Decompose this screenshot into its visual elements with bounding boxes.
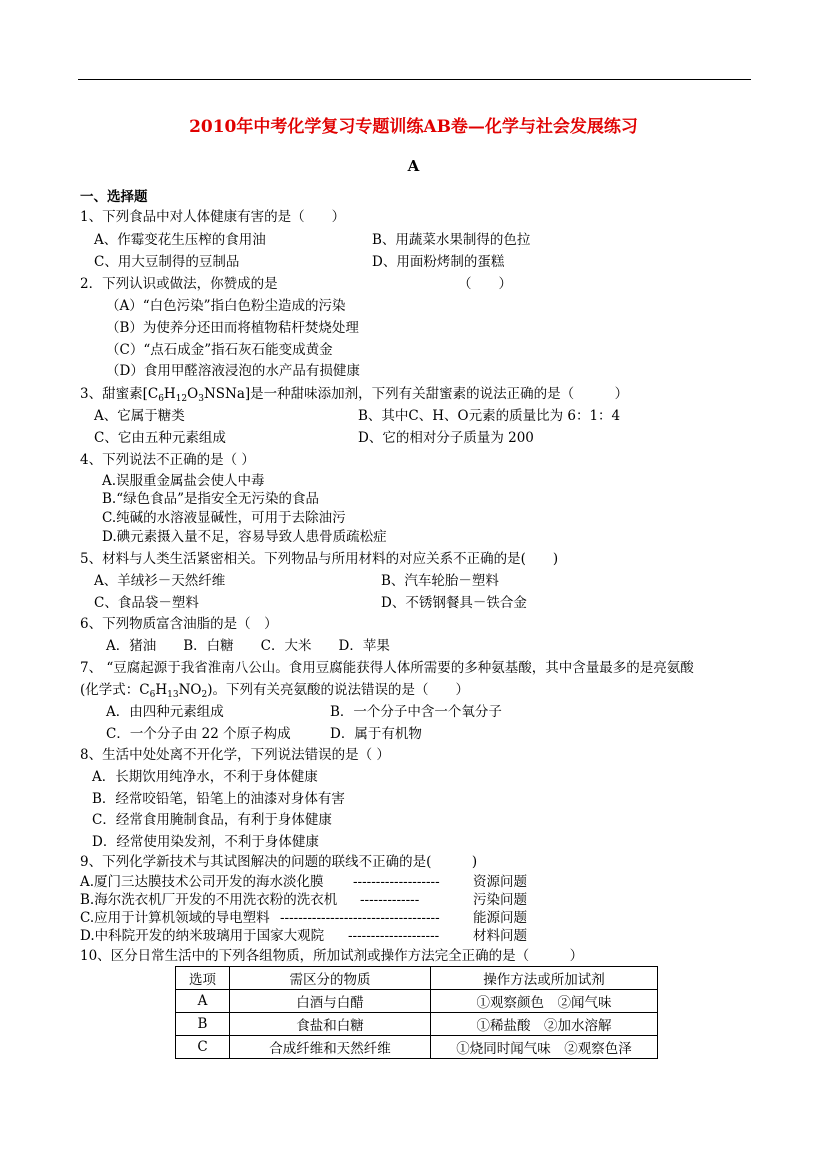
q7-sub-2: 2 xyxy=(201,690,208,700)
table-cell: 合成纤维和天然纤维 xyxy=(230,1036,431,1059)
q9-dash-b: ------------- xyxy=(360,892,420,908)
line-q5: 5、材料与人类生活紧密相关。下列物品与所用材料的对应关系不正确的是( ) xyxy=(80,551,559,567)
line-q1a: A、作霉变花生压榨的食用油 xyxy=(94,232,266,248)
line-q8: 8、生活中处处离不开化学，下列说法错误的是（ ） xyxy=(80,747,390,763)
line-q4c: C.纯碱的水溶液显碱性，可用于去除油污 xyxy=(102,510,346,526)
question-3 xyxy=(80,385,628,408)
q3-sub-3: 3 xyxy=(198,394,204,404)
line-q6a: A．猪油 B．白糖 C．大米 D．苹果 xyxy=(106,638,390,654)
line-q5a: A、羊绒衫－天然纤维 xyxy=(94,573,226,589)
table-cell: 食盐和白糖 xyxy=(230,1013,431,1036)
q9-dash-d: -------------------- xyxy=(348,928,440,944)
line-q4d: D.碘元素摄入量不足，容易导致人患骨质疏松症 xyxy=(102,529,387,545)
q7-suffix: )。下列有关亮氨酸的说法错误的是（ ） xyxy=(207,682,469,698)
q9-dash-c: ----------------------------------- xyxy=(280,910,440,926)
line-q5c: C、食品袋－塑料 xyxy=(94,595,199,611)
table-cell: B xyxy=(176,1013,230,1036)
q7-no: NO xyxy=(178,682,202,698)
q7-h: H xyxy=(155,682,168,698)
page-title: 2010年中考化学复习专题训练AB卷—化学与社会发展练习 xyxy=(189,117,638,137)
line-q9ar: 资源问题 xyxy=(473,874,527,890)
q7-sub-6: 6 xyxy=(149,690,156,700)
line-q1: 1、下列食品中对人体健康有害的是（ ） xyxy=(80,209,346,225)
table-header-cell: 选项 xyxy=(176,967,230,990)
q3-suffix: NSNa]是一种甜味添加剂，下列有关甜蜜素的说法正确的是（ ） xyxy=(203,386,629,402)
line-q9d: D.中科院开发的纳米玻璃用于国家大观院 xyxy=(80,928,325,944)
table-row xyxy=(176,1036,658,1059)
table-cell: ①观察颜色 ②闻气味 xyxy=(431,990,658,1013)
line-q2d: （D）食用甲醛溶液浸泡的水产品有损健康 xyxy=(106,363,360,379)
table-cell: ①烧同时闻气味 ②观察色泽 xyxy=(431,1036,658,1059)
q3-prefix: 3、甜蜜素[C xyxy=(80,386,159,402)
line-q9: 9、下列化学新技术与其试图解决的问题的联线不正确的是( ) xyxy=(80,854,478,870)
line-q3c: C、它由五种元素组成 xyxy=(94,430,226,446)
line-q8b: B．经常咬铅笔，铅笔上的油漆对身体有害 xyxy=(92,791,345,807)
line-q7c: C．一个分子由 22 个原子构成 xyxy=(106,726,291,742)
section-heading: 一、选择题 xyxy=(80,189,148,205)
table-cell: 白酒与白醋 xyxy=(230,990,431,1013)
line-q6: 6、下列物质富含油脂的是（ ） xyxy=(80,616,278,632)
header-rule xyxy=(78,79,751,80)
line-q8d: D．经常使用染发剂，不利于身体健康 xyxy=(92,834,319,850)
q7-prefix: (化学式：C xyxy=(80,682,150,698)
line-q1c: C、用大豆制得的豆制品 xyxy=(94,254,240,270)
line-q3d: D、它的相对分子质量为 200 xyxy=(358,430,534,446)
line-q4b: B.“绿色食品”是指安全无污染的食品 xyxy=(102,491,320,507)
line-q7b: B．一个分子中含一个氧分子 xyxy=(330,704,502,720)
q3-h: H xyxy=(163,386,176,402)
line-q9a: A.厦门三达膜技术公司开发的海水淡化膜 xyxy=(80,874,324,890)
line-q9br: 污染问题 xyxy=(473,892,527,908)
q3-sub-6: 6 xyxy=(158,394,164,404)
line-q2c: （C）“点石成金”指石灰石能变成黄金 xyxy=(106,342,333,358)
line-q9b: B.海尔洗衣机厂开发的不用洗衣粉的洗衣机 xyxy=(80,892,338,908)
table-cell: A xyxy=(176,990,230,1013)
line-q2b: （B）为使养分还田而将植物秸杆焚烧处理 xyxy=(106,320,359,336)
line-q7d: D．属于有机物 xyxy=(330,726,422,742)
line-q2p: （ ） xyxy=(458,276,512,292)
table-cell: ①稀盐酸 ②加水溶解 xyxy=(431,1013,658,1036)
line-q8c: C．经常食用腌制食品，有利于身体健康 xyxy=(92,812,332,828)
line-q5b: B、汽车轮胎－塑料 xyxy=(381,573,499,589)
line-q2a: （A）“白色污染”指白色粉尘造成的污染 xyxy=(106,298,346,314)
line-q7a: A．由四种元素组成 xyxy=(106,704,224,720)
table-cell: C xyxy=(176,1036,230,1059)
line-q1b: B、用蔬菜水果制得的色拉 xyxy=(372,232,531,248)
table-header-cell: 操作方法或所加试剂 xyxy=(431,967,658,990)
q9-dash-a: ------------------- xyxy=(353,874,440,890)
q7-sub-13: 13 xyxy=(167,690,179,700)
line-q3a: A、它属于糖类 xyxy=(94,408,185,424)
table-header-cell: 需区分的物质 xyxy=(230,967,431,990)
line-q3b: B、其中C、H、O元素的质量比为 6：1：4 xyxy=(358,408,621,424)
line-q7: 7、 “豆腐起源于我省淮南八公山。食用豆腐能获得人体所需要的多种氨基酸，其中含量最多的是亮氨酸 xyxy=(80,660,694,676)
line-q10: 10、区分日常生活中的下列各组物质，所加试剂或操作方法完全正确的是（ ） xyxy=(80,948,584,964)
section-a-label: A xyxy=(407,157,420,175)
table-row xyxy=(176,990,658,1013)
q3-sub-12: 12 xyxy=(175,394,188,404)
line-q5d: D、不锈钢餐具－铁合金 xyxy=(381,595,527,611)
q10-table xyxy=(175,966,658,1059)
line-q9cr: 能源问题 xyxy=(473,910,527,926)
q3-o: O xyxy=(187,386,199,402)
question-7-formula xyxy=(80,681,469,704)
line-q2: 2．下列认识或做法，你赞成的是 xyxy=(80,276,278,292)
line-q4a: A.误服重金属盐会使人中毒 xyxy=(102,473,265,489)
line-q4: 4、下列说法不正确的是（ ） xyxy=(80,452,255,468)
line-q9c: C.应用于计算机领域的导电塑料 xyxy=(80,910,270,926)
table-header-row xyxy=(176,967,658,990)
line-q8a: A．长期饮用纯净水，不利于身体健康 xyxy=(92,769,318,785)
table-row xyxy=(176,1013,658,1036)
line-q9dr: 材料问题 xyxy=(473,928,527,944)
line-q1d: D、用面粉烤制的蛋糕 xyxy=(372,254,505,270)
